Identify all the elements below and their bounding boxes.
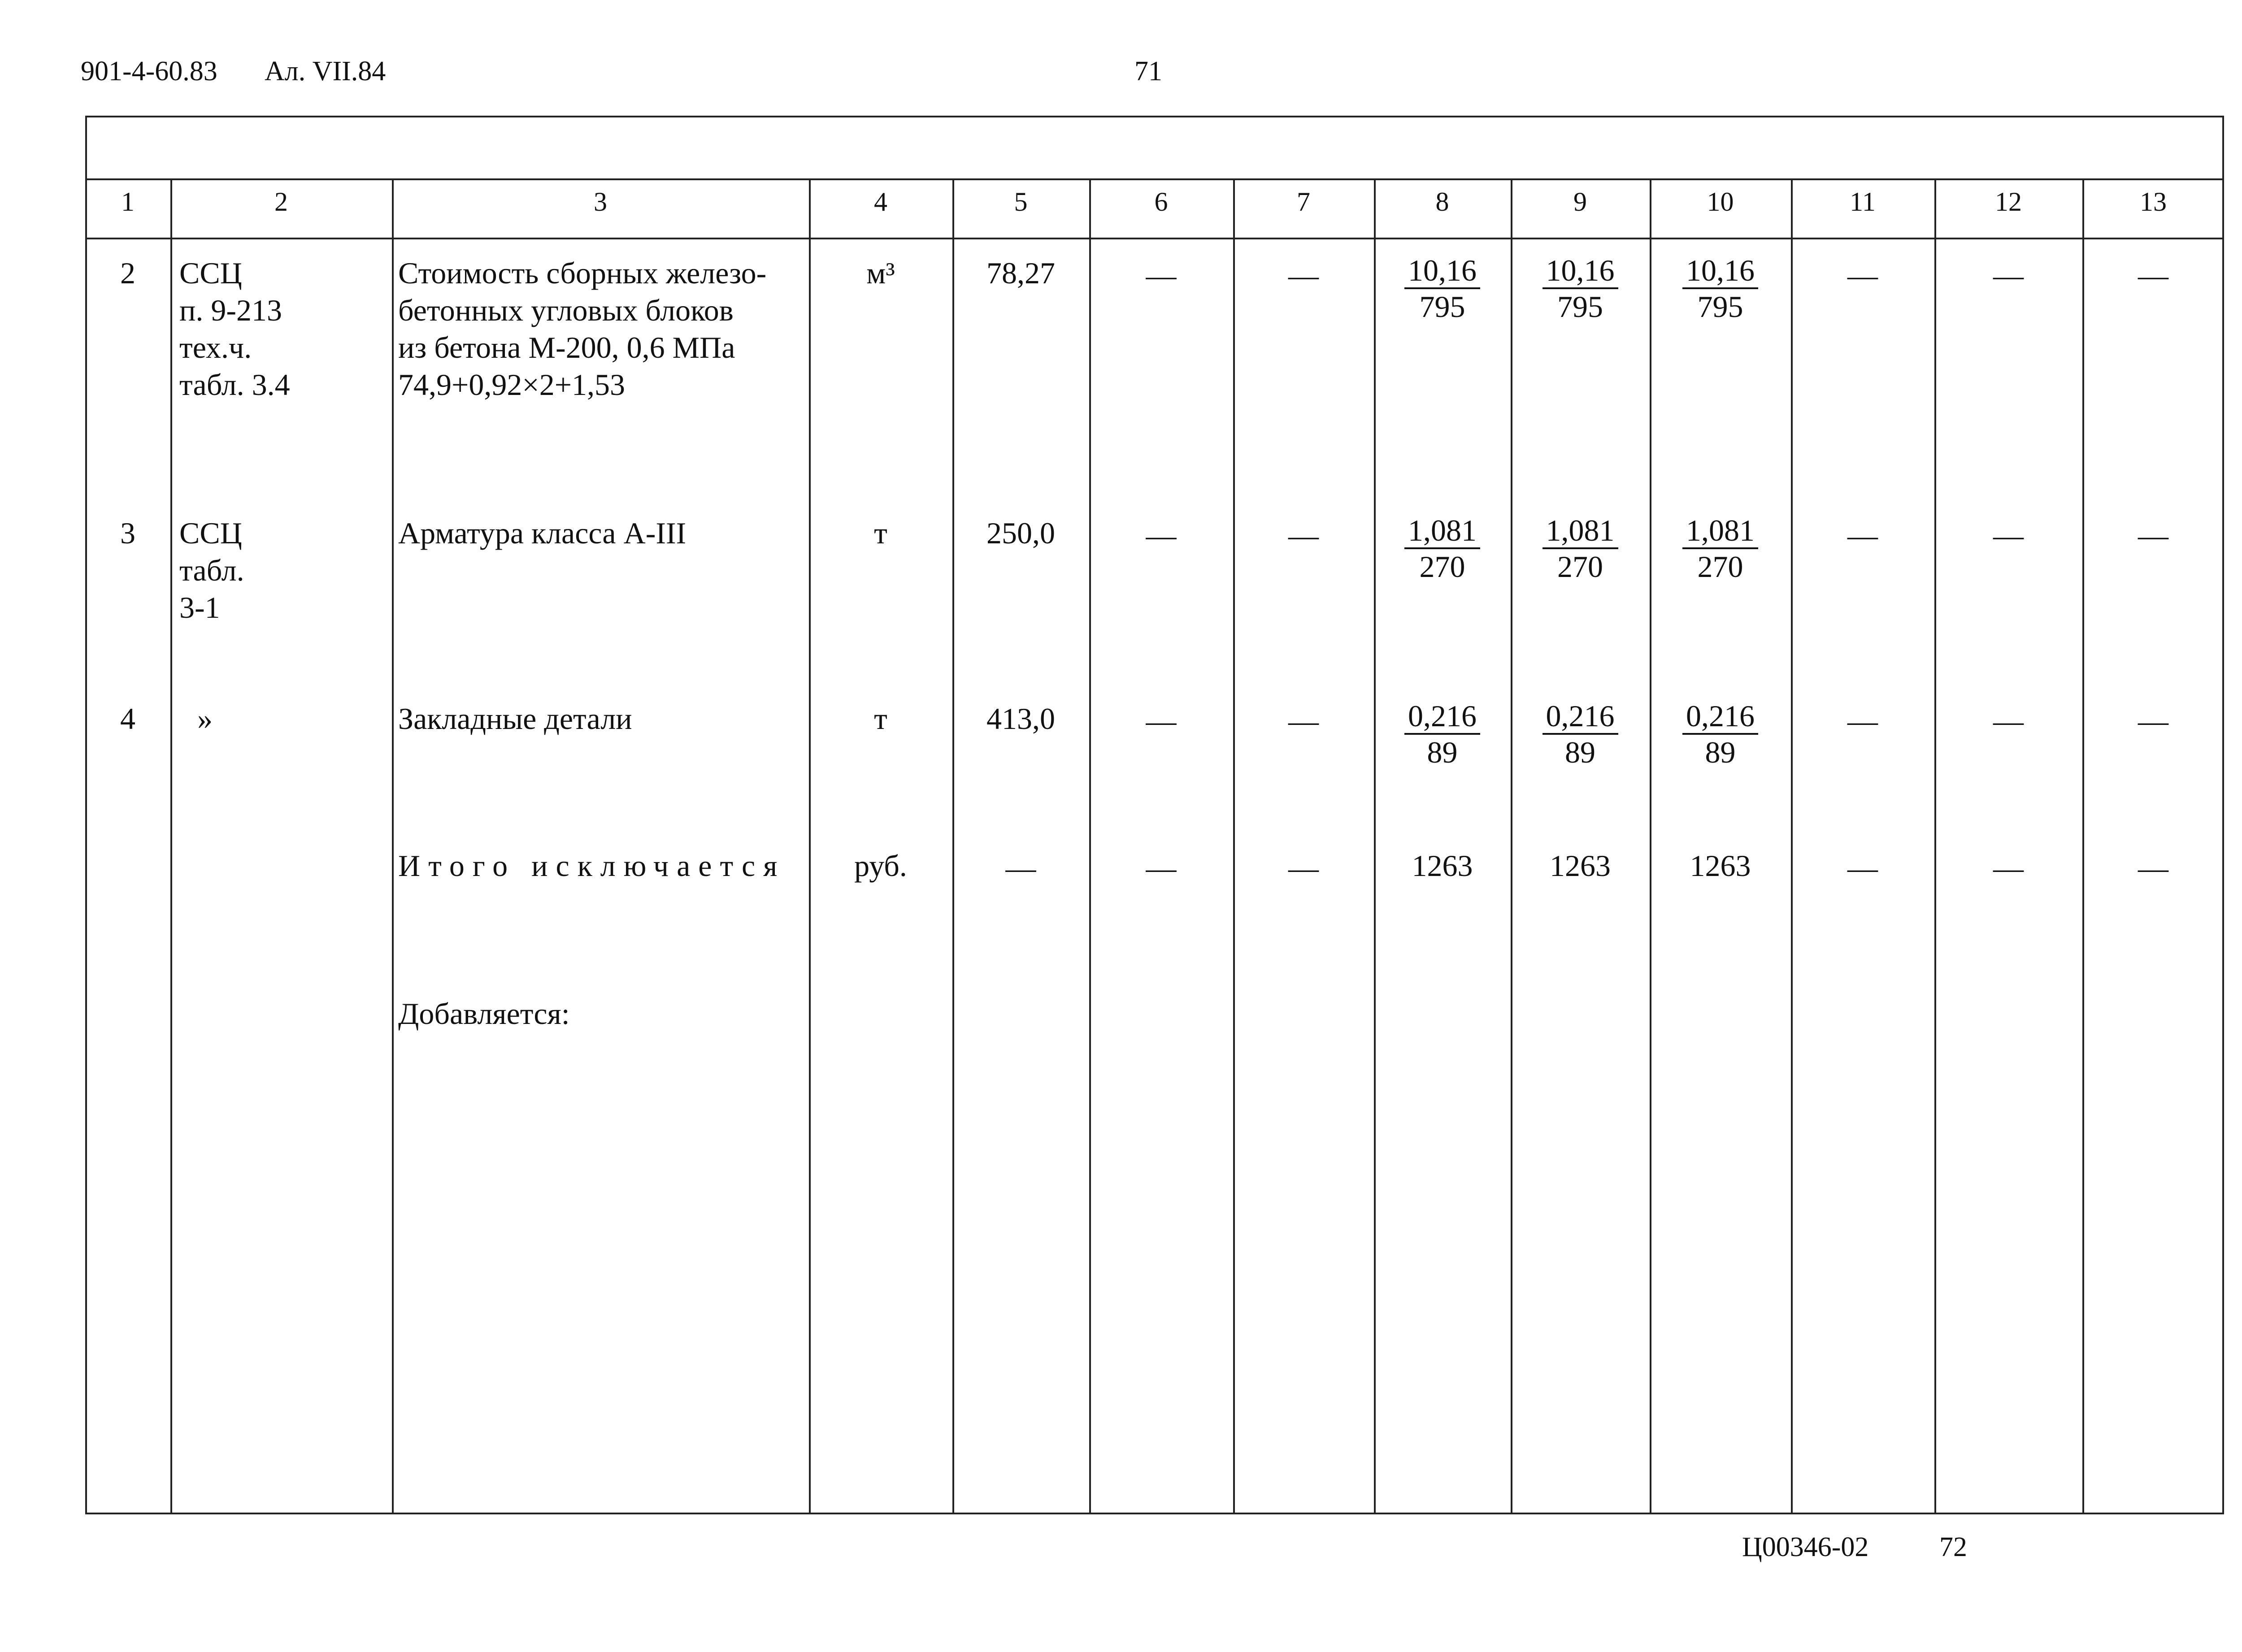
total-value: 1263 [1550, 849, 1611, 883]
fraction-cell [1650, 700, 1791, 769]
column-divider [170, 178, 172, 1513]
fraction-numerator: 1,081 [1682, 515, 1758, 549]
column-number: 6 [1154, 187, 1168, 217]
dash-cell: — [2138, 851, 2168, 885]
column-number: 4 [874, 187, 887, 217]
fraction-numerator: 0,216 [1542, 700, 1618, 735]
dash-cell: — [1146, 704, 1177, 738]
added-label: Добавляется: [398, 997, 570, 1031]
page-number: 71 [1134, 56, 1162, 87]
fraction-numerator: 1,081 [1542, 515, 1618, 549]
unit-cell: т [874, 702, 887, 736]
fraction-denominator: 89 [1565, 735, 1595, 770]
column-number: 9 [1573, 187, 1587, 217]
unit-cell: т [874, 516, 887, 550]
fraction-cell [1511, 515, 1650, 583]
dash-cell: — [1993, 518, 2024, 552]
total-value: 1263 [1412, 849, 1473, 883]
column-number: 11 [1850, 187, 1876, 217]
footer-page-number: 72 [1939, 1532, 1967, 1562]
column-divider [1233, 178, 1235, 1513]
row-number: 3 [120, 516, 135, 550]
dash-cell: — [2138, 704, 2168, 738]
fraction-cell [1374, 700, 1511, 769]
dash-cell: — [1847, 258, 1878, 292]
fraction-cell [1511, 255, 1650, 323]
dash-cell: — [2138, 258, 2168, 292]
description-line: 74,9+0,92×2+1,53 [398, 367, 626, 402]
column-divider [1089, 178, 1091, 1513]
column-number: 13 [2140, 187, 2167, 217]
description-line: из бетона М-200, 0,6 МПа [398, 330, 735, 364]
description-line: бетонных угловых блоков [398, 293, 734, 327]
reference-cell [179, 255, 290, 403]
reference-line: п. 9-213 [179, 293, 282, 327]
fraction-cell [1374, 255, 1511, 323]
fraction-cell [1511, 700, 1650, 769]
unit-cell: м³ [866, 256, 895, 290]
column-divider [392, 178, 394, 1513]
reference-line: тех.ч. [179, 330, 252, 364]
dash-cell: — [1288, 258, 1319, 292]
description-line: Арматура класса А-III [398, 516, 687, 550]
fraction-denominator: 795 [1697, 290, 1743, 324]
dash-cell: — [1993, 258, 2024, 292]
total-label: Итого исключается [398, 849, 786, 883]
fraction-denominator: 795 [1557, 290, 1603, 324]
sheet-code: Ал. VII.84 [265, 56, 386, 87]
total-value: 1263 [1690, 849, 1751, 883]
fraction-numerator: 0,216 [1404, 700, 1480, 735]
description-cell [398, 255, 802, 403]
fraction-numerator: 1,081 [1404, 515, 1480, 549]
dash-cell: — [1146, 851, 1177, 885]
reference-cell [197, 700, 213, 737]
reference-line: ССЦ [179, 516, 242, 550]
document-code: 901-4-60.83 [81, 56, 217, 87]
column-divider [2082, 178, 2084, 1513]
column-number: 12 [1995, 187, 2022, 217]
fraction-numerator: 10,16 [1682, 255, 1758, 289]
dash-cell: — [1993, 851, 2024, 885]
dash-cell: — [1288, 851, 1319, 885]
dash-cell: — [1288, 518, 1319, 552]
dash-cell: — [1146, 258, 1177, 292]
column-divider [1650, 178, 1651, 1513]
quantity-cell: 78,27 [986, 256, 1055, 290]
fraction-denominator: 89 [1705, 735, 1736, 770]
fraction-cell [1650, 515, 1791, 583]
header-top-rule [87, 178, 2222, 180]
row-number: 2 [120, 256, 135, 290]
column-divider [1374, 178, 1376, 1513]
dash-cell: — [1847, 704, 1878, 738]
column-number: 8 [1435, 187, 1449, 217]
fraction-denominator: 270 [1697, 550, 1743, 584]
dash-cell: — [1288, 704, 1319, 738]
fraction-denominator: 270 [1419, 550, 1465, 584]
fraction-numerator: 10,16 [1542, 255, 1618, 289]
column-number: 10 [1707, 187, 1734, 217]
reference-line: 3-1 [179, 590, 220, 624]
description-line: Стоимость сборных железо- [398, 256, 767, 290]
dash-cell: — [1847, 851, 1878, 885]
row-number: 4 [120, 702, 135, 736]
dash-cell: — [1146, 518, 1177, 552]
fraction-cell [1650, 255, 1791, 323]
quantity-cell: 413,0 [986, 702, 1055, 736]
quantity-cell: 250,0 [986, 516, 1055, 550]
fraction-denominator: 89 [1427, 735, 1458, 770]
reference-line: ССЦ [179, 256, 242, 290]
column-divider [809, 178, 811, 1513]
reference-line: табл. [179, 553, 244, 587]
fraction-cell [1374, 515, 1511, 583]
unit-cell: руб. [854, 849, 907, 883]
fraction-numerator: 10,16 [1404, 255, 1480, 289]
reference-line: » [197, 702, 213, 736]
fraction-numerator: 0,216 [1682, 700, 1758, 735]
column-number: 2 [274, 187, 288, 217]
fraction-denominator: 270 [1557, 550, 1603, 584]
description-cell [398, 700, 802, 737]
footer-code: Ц00346-02 [1742, 1532, 1869, 1562]
column-divider [1934, 178, 1936, 1513]
column-divider [952, 178, 954, 1513]
column-number: 1 [121, 187, 135, 217]
description-line: Закладные детали [398, 702, 632, 736]
column-number: 7 [1297, 187, 1310, 217]
fraction-denominator: 795 [1419, 290, 1465, 324]
column-divider [1791, 178, 1793, 1513]
description-cell [398, 515, 802, 552]
dash-cell: — [1005, 851, 1036, 885]
dash-cell: — [1993, 704, 2024, 738]
dash-cell: — [2138, 518, 2168, 552]
reference-cell [179, 515, 244, 626]
reference-line: табл. 3.4 [179, 367, 290, 402]
dash-cell: — [1847, 518, 1878, 552]
column-number: 5 [1014, 187, 1028, 217]
column-number: 3 [594, 187, 607, 217]
header-bottom-rule [87, 238, 2222, 239]
column-divider [1511, 178, 1512, 1513]
